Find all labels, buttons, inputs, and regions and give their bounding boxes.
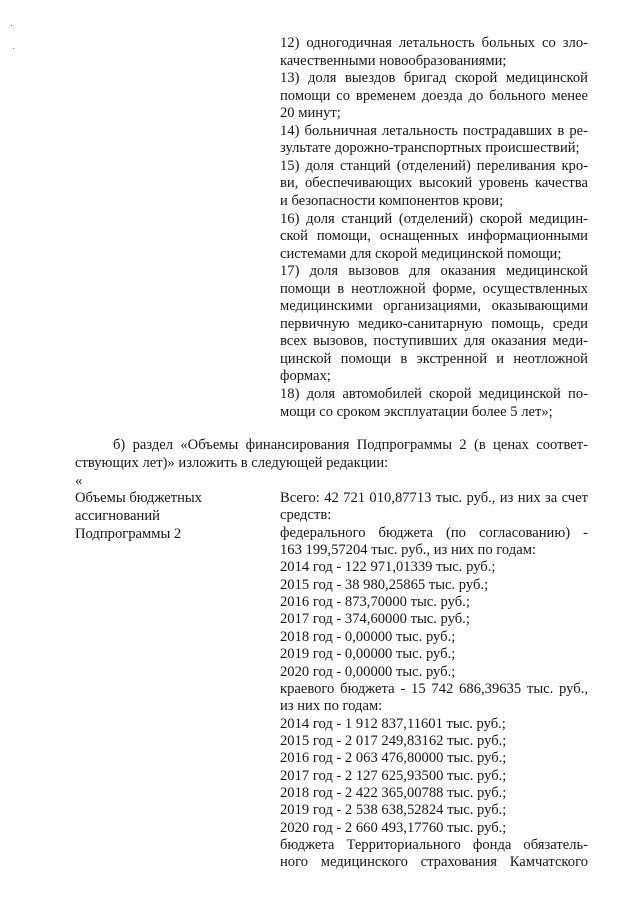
list-line: 15) доля станций (отделений) переливания кро-	[280, 157, 588, 174]
scan-speck	[13, 48, 14, 49]
list-line: качественными новообразованиями;	[280, 52, 507, 69]
scan-speck	[11, 25, 12, 26]
table-left-line: Подпрограммы 2	[75, 526, 182, 542]
list-line: первичную медико-санитарную помощь, среди	[280, 315, 588, 332]
table-left-line: ассигнований	[75, 508, 160, 524]
list-line: медицинскими организациями, оказывающими	[280, 298, 588, 315]
list-line: системами для скорой медицинской помощи;	[280, 245, 562, 262]
table-right-line: краевого бюджета - 15 742 686,39635 тыс. руб.,	[280, 680, 588, 697]
list-line: и безопасности компонентов крови;	[280, 192, 504, 209]
list-line: помощи со временем доезда до больного менее	[280, 87, 588, 104]
table-right-line: бюджета Территориального фонда обязатель-	[280, 837, 588, 853]
section-b-heading-line1: б) раздел «Объемы финансирования Подпрограммы 2 (в ценах соответ-	[113, 437, 588, 453]
table-right-line: средств:	[280, 507, 332, 524]
table-left-line: Объемы бюджетных	[75, 490, 202, 506]
table-right-line: 2014 год - 122 971,01339 тыс. руб.;	[280, 559, 496, 576]
table-right-line: 2018 год - 2 422 365,00788 тыс. руб.;	[280, 784, 507, 801]
list-line: мощи со сроком эксплуатации более 5 лет»;	[280, 403, 553, 420]
list-line: цинской помощи в экстренной и неотложной	[280, 350, 588, 367]
table-right-line: ного медицинского страхования Камчатского	[280, 854, 588, 871]
table-right-line: 2014 год - 1 912 837,11601 тыс. руб.;	[280, 715, 506, 732]
table-right-line: 2019 год - 0,00000 тыс. руб.;	[280, 646, 456, 663]
table-right-line: 2016 год - 873,70000 тыс. руб.;	[280, 594, 470, 611]
list-line: 12) одногодичная летальность больных со зло-	[280, 35, 588, 51]
table-right-line: 2020 год - 2 660 493,17760 тыс. руб.;	[280, 819, 507, 836]
list-line: 14) больничная летальность пострадавших в ре-	[280, 122, 588, 139]
table-right-line: 2018 год - 0,00000 тыс. руб.;	[280, 628, 456, 645]
list-line: 17) доля вызовов для оказания медицинской	[280, 263, 588, 280]
list-line: 13) доля выездов бригад скорой медицинской	[280, 70, 588, 87]
list-line: зультате дорожно-транспортных происшествий;	[280, 140, 580, 157]
table-right-line: 2016 год - 2 063 476,80000 тыс. руб.;	[280, 750, 507, 767]
table-right-line: 2019 год - 2 538 638,52824 тыс. руб.;	[280, 802, 507, 819]
opening-quote-mark: «	[75, 473, 83, 489]
list-line: ви, обеспечивающих высокий уровень качества	[280, 175, 588, 192]
table-right-line: из них по годам:	[280, 698, 383, 715]
list-line: 18) доля автомобилей скорой медицинской по-	[280, 386, 588, 402]
list-line: ской помощи, оснащенных информационными	[280, 228, 588, 245]
table-right-line: 2015 год - 38 980,25865 тыс. руб.;	[280, 576, 489, 593]
list-line: всех вызовов, поступивших для оказания меди-	[280, 333, 588, 350]
section-b-heading-line2: ствующих лет)» изложить в следующей редакции:	[75, 455, 389, 471]
table-left-cell	[75, 489, 255, 543]
table-right-line: 2015 год - 2 017 249,83162 тыс. руб.;	[280, 732, 507, 749]
table-right-line: Всего: 42 721 010,87713 тыс. руб., из них за счет	[280, 490, 588, 506]
list-line: формах;	[280, 368, 331, 385]
table-right-line: федерального бюджета (по согласованию) -	[280, 524, 588, 541]
list-line: 16) доля станций (отделений) скорой медицин-	[280, 210, 588, 227]
table-right-line: 163 199,57204 тыс. руб., из них по годам:	[280, 542, 536, 559]
table-right-line: 2017 год - 2 127 625,93500 тыс. руб.;	[280, 767, 507, 784]
table-right-line: 2020 год - 0,00000 тыс. руб.;	[280, 663, 456, 680]
list-line: помощи в неотложной форме, осуществленных	[280, 280, 588, 297]
list-line: 20 минут;	[280, 105, 341, 122]
table-right-line: 2017 год - 374,60000 тыс. руб.;	[280, 611, 470, 628]
